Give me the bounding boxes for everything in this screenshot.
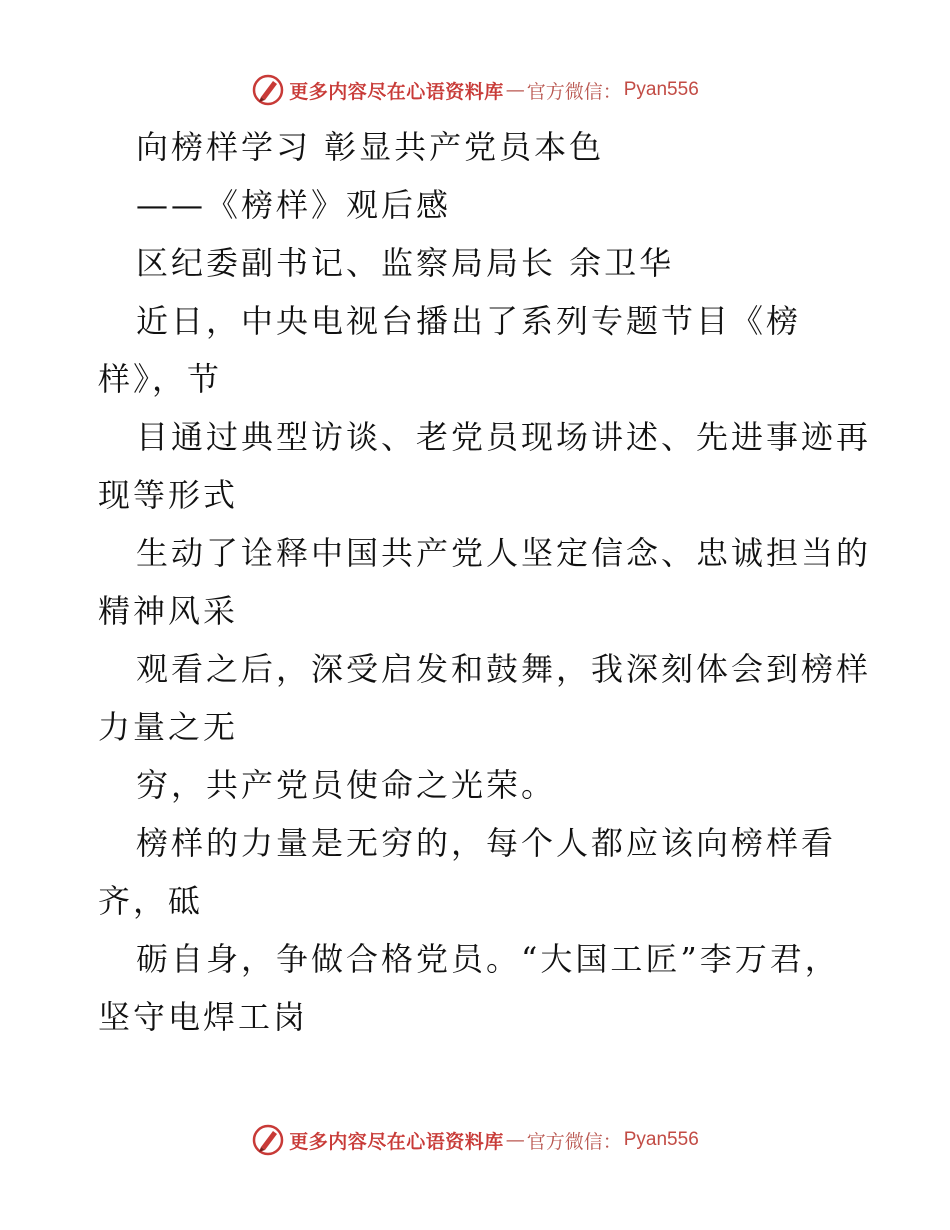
header-watermark-banner [0, 72, 950, 108]
banner-slogan: 更多内容尽在心语资料库 [289, 1130, 504, 1153]
footer-watermark-banner [0, 1122, 950, 1158]
text-line: 砺自身，争做合格党员。“大国工匠”李万君， [136, 940, 840, 978]
pen-logo-icon [251, 73, 285, 107]
text-line: 生动了诠释中国共产党人坚定信念、忠诚担当的 [136, 534, 872, 572]
banner-wechat-id: Pyan556 [623, 79, 699, 100]
text-line: 坚守电焊工岗 [98, 998, 309, 1036]
text-line: 样》，节 [98, 360, 223, 398]
text-line: 目通过典型访谈、老党员现场讲述、先进事迹再 [136, 418, 872, 456]
banner-wechat-id: Pyan556 [623, 1129, 699, 1150]
pen-logo-icon [251, 1123, 285, 1157]
text-line: 观看之后，深受启发和鼓舞，我深刻体会到榜样 [136, 650, 872, 688]
text-line: 穷，共产党员使命之光荣。 [136, 766, 557, 804]
text-line: 精神风采 [98, 592, 239, 630]
text-line: 榜样的力量是无穷的，每个人都应该向榜样看 [136, 824, 837, 862]
banner-separator: — [505, 79, 525, 101]
text-line: 现等形式 [98, 476, 239, 514]
text-line: 向榜样学习 彰显共产党员本色 [136, 128, 605, 166]
text-line: 区纪委副书记、监察局局长 余卫华 [136, 244, 675, 282]
text-line: 近日，中央电视台播出了系列专题节目《榜 [136, 302, 802, 340]
banner-wechat-label: 官方微信： [526, 80, 622, 103]
text-line: 齐，砥 [98, 882, 204, 920]
text-line: ——《榜样》观后感 [136, 186, 452, 224]
banner-wechat-label: 官方微信： [526, 1130, 622, 1153]
text-line: 力量之无 [98, 708, 239, 746]
banner-slogan: 更多内容尽在心语资料库 [289, 80, 504, 103]
document-body [98, 118, 872, 1046]
banner-separator: — [505, 1129, 525, 1151]
